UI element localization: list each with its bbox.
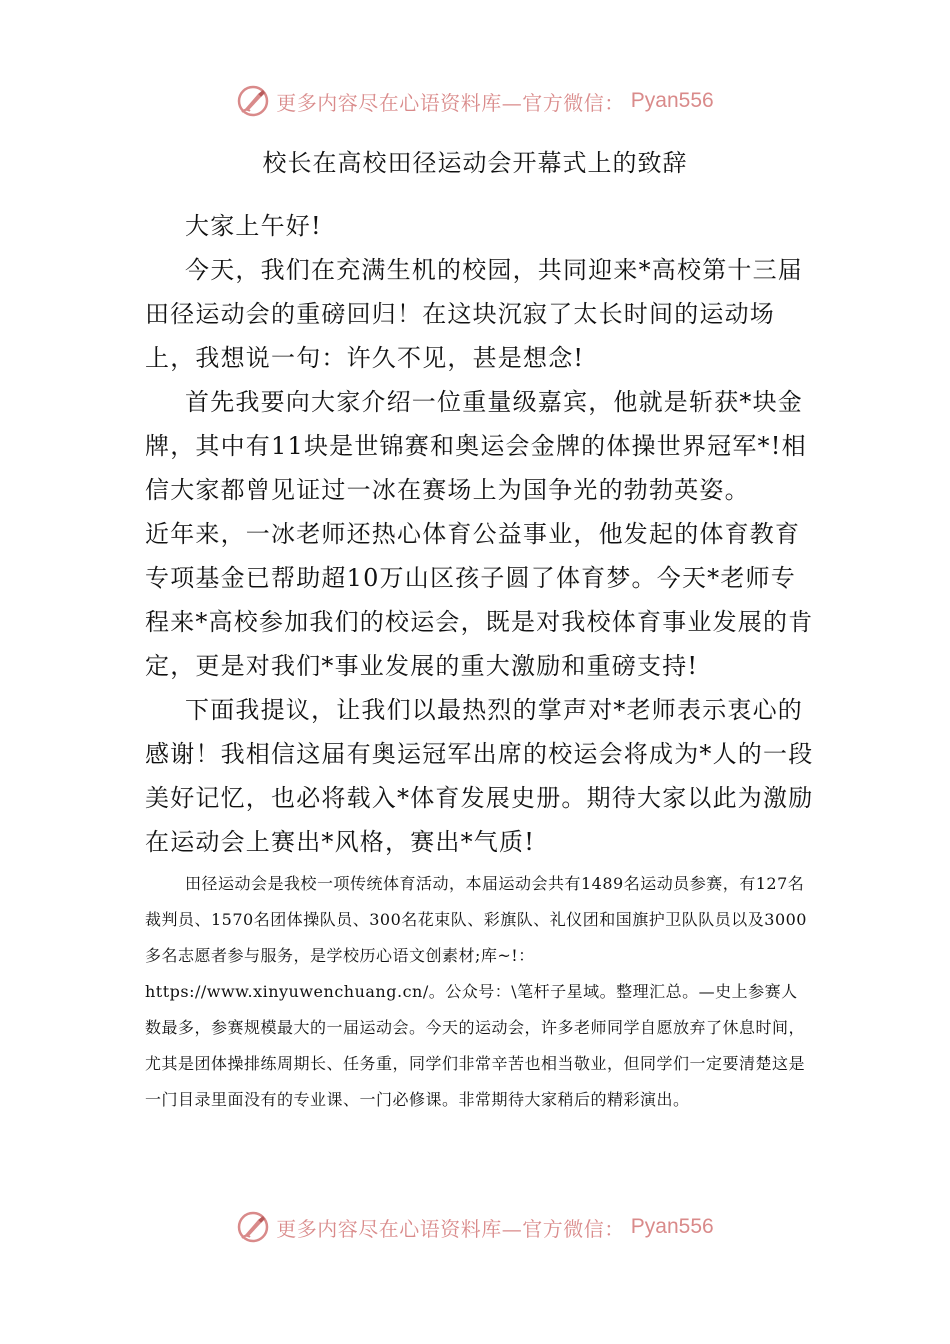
header-banner-content [236,84,713,118]
paragraph-charity: 近年来，一冰老师还热心体育公益事业，他发起的体育教育专项基金已帮助超10万山区孩子圆了体育梦。今天*老师专程来*高校参加我们的校运会，既是对我校体育事业发展的肯定，更是对我们*事业发展的重大激励和重磅支持! [145,520,814,680]
footer-banner-text: 更多内容尽在心语资料库—官方微信： [276,1216,625,1241]
header-banner [0,84,950,118]
pen-circle-icon [236,1210,270,1244]
paragraph-thanks: 下面我提议，让我们以最热烈的掌声对*老师表示衷心的感谢！我相信这届有奥运冠军出席的校运会将成为*人的一段美好记忆，也必将载入*体育发展史册。期待大家以此为激励在运动会上赛出*风格，赛出*气质! [145,696,814,856]
paragraph-opening: 今天，我们在充满生机的校园，共同迎来*高校第十三届田径运动会的重磅回归！在这块沉寂了太长时间的运动场上，我想说一句：许久不见，甚是想念! [145,256,803,372]
paragraph-event-details: 田径运动会是我校一项传统体育活动，本届运动会共有1489名运动员参赛，有127名裁判员、1570名团体操队员、300名花束队、彩旗队、礼仪团和国旗护卫队队员以及3000多名志愿者参与服务，是学校历心语文创素材;库~!：https://www.xinyuwenchuang.cn/。公众号：\笔杆子星域。整理汇总。—史上参赛人数最多，参赛规模最大的一届运动会。今天的运动会，许多老师同学自愿放弃了休息时间，尤其是团体操排练周期长、任务重，同学们非常辛苦也相当敬业，但同学们一定要清楚这是一门目录里面没有的专业课、一门必修课。非常期待大家稍后的精彩演出。 [145,874,807,1109]
header-banner-text: 更多内容尽在心语资料库—官方微信： [276,90,625,115]
paragraph-guest-intro: 首先我要向大家介绍一位重量级嘉宾，他就是斩获*块金牌，其中有11块是世锦赛和奥运会金牌的体操世界冠军*!相信大家都曾见证过一冰在赛场上为国争光的勃勃英姿。 [145,388,807,504]
pen-circle-icon [236,84,270,118]
header-banner-account: Pyan556 [630,89,714,112]
speech-body [145,204,820,864]
paragraph-greeting: 大家上午好! [185,212,322,240]
footer-banner-content [236,1210,713,1244]
footer-banner-account: Pyan556 [630,1215,714,1238]
document-title: 校长在高校田径运动会开幕式上的致辞 [262,149,688,177]
footer-banner [0,1210,950,1244]
